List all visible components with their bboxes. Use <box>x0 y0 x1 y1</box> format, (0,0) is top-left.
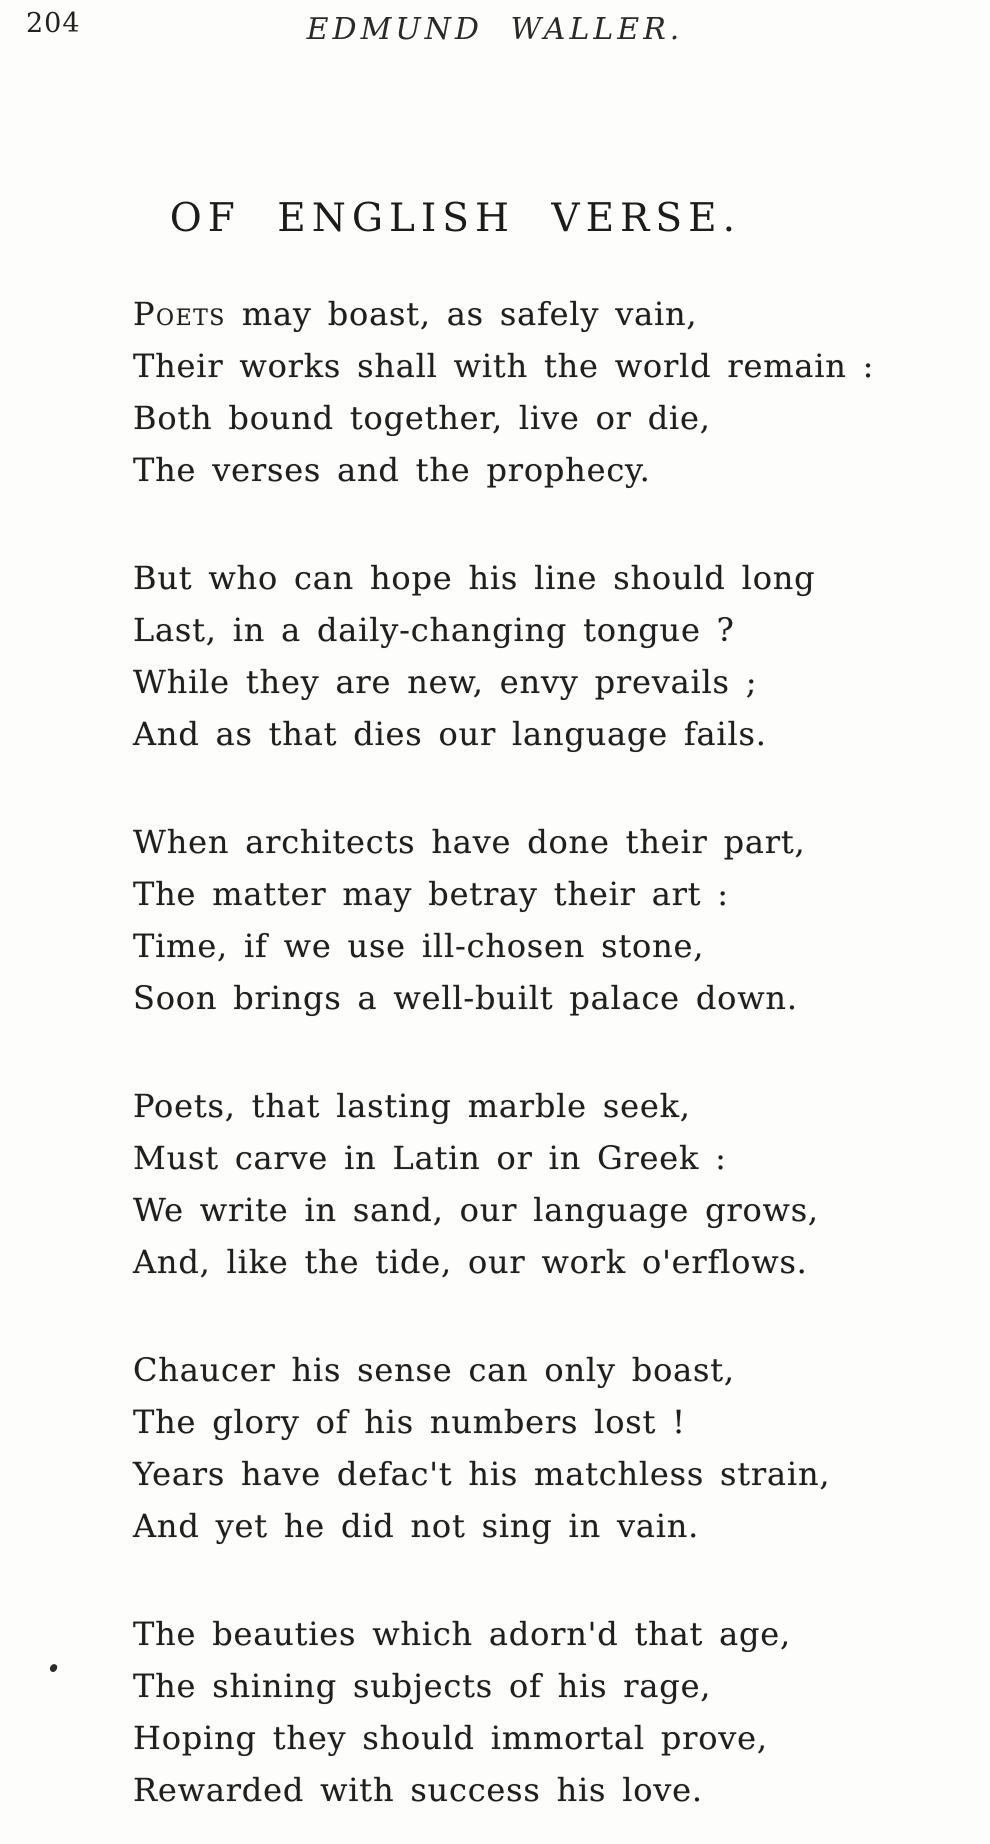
stanza <box>133 552 923 760</box>
verse-line: Hoping they should immortal prove, <box>133 1719 768 1757</box>
stanza <box>133 288 923 496</box>
stanza <box>133 1344 923 1552</box>
verse-line: Years have defac't his matchless strain, <box>133 1455 831 1493</box>
verse-line: Must carve in Latin or in Greek : <box>133 1139 727 1177</box>
verse-line: And, like the tide, our work o'erflows. <box>133 1243 808 1281</box>
verse-line: Both bound together, live or die, <box>133 399 711 437</box>
verse-line: Poets may boast, as safely vain, <box>133 295 698 333</box>
verse-line: Chaucer his sense can only boast, <box>133 1351 735 1389</box>
poem-title: OF ENGLISH VERSE. <box>169 196 741 241</box>
page-header <box>0 6 990 54</box>
poem-body <box>133 288 923 1844</box>
small-caps-lead-word: Poets <box>133 295 226 333</box>
stanza <box>133 816 923 1024</box>
verse-line: Soon brings a well-built palace down. <box>133 979 798 1017</box>
stanza <box>133 1080 923 1288</box>
verse-line: And as that dies our language fails. <box>133 715 767 753</box>
verse-line: The verses and the prophecy. <box>133 451 651 489</box>
stanza <box>133 1608 923 1816</box>
page-number: 204 <box>26 8 81 39</box>
verse-line: Rewarded with success his love. <box>133 1771 703 1809</box>
verse-line: Time, if we use ill-chosen stone, <box>133 927 705 965</box>
verse-line: The matter may betray their art : <box>133 875 729 913</box>
verse-line: Last, in a daily-changing tongue ? <box>133 611 735 649</box>
verse-line: The shining subjects of his rage, <box>133 1667 712 1705</box>
verse-line: When architects have done their part, <box>133 823 806 861</box>
verse-line: The glory of his numbers lost ! <box>133 1403 686 1441</box>
verse-line: Their works shall with the world remain : <box>133 347 875 385</box>
running-header: EDMUND WALLER. <box>306 12 684 47</box>
ink-speck-artifact <box>49 1663 58 1672</box>
verse-line: And yet he did not sing in vain. <box>133 1507 700 1545</box>
verse-line: We write in sand, our language grows, <box>133 1191 819 1229</box>
verse-line: The beauties which adorn'd that age, <box>133 1615 791 1653</box>
verse-line: Poets, that lasting marble seek, <box>133 1087 691 1125</box>
verse-line: While they are new, envy prevails ; <box>133 663 758 701</box>
verse-line: But who can hope his line should long <box>133 559 816 597</box>
